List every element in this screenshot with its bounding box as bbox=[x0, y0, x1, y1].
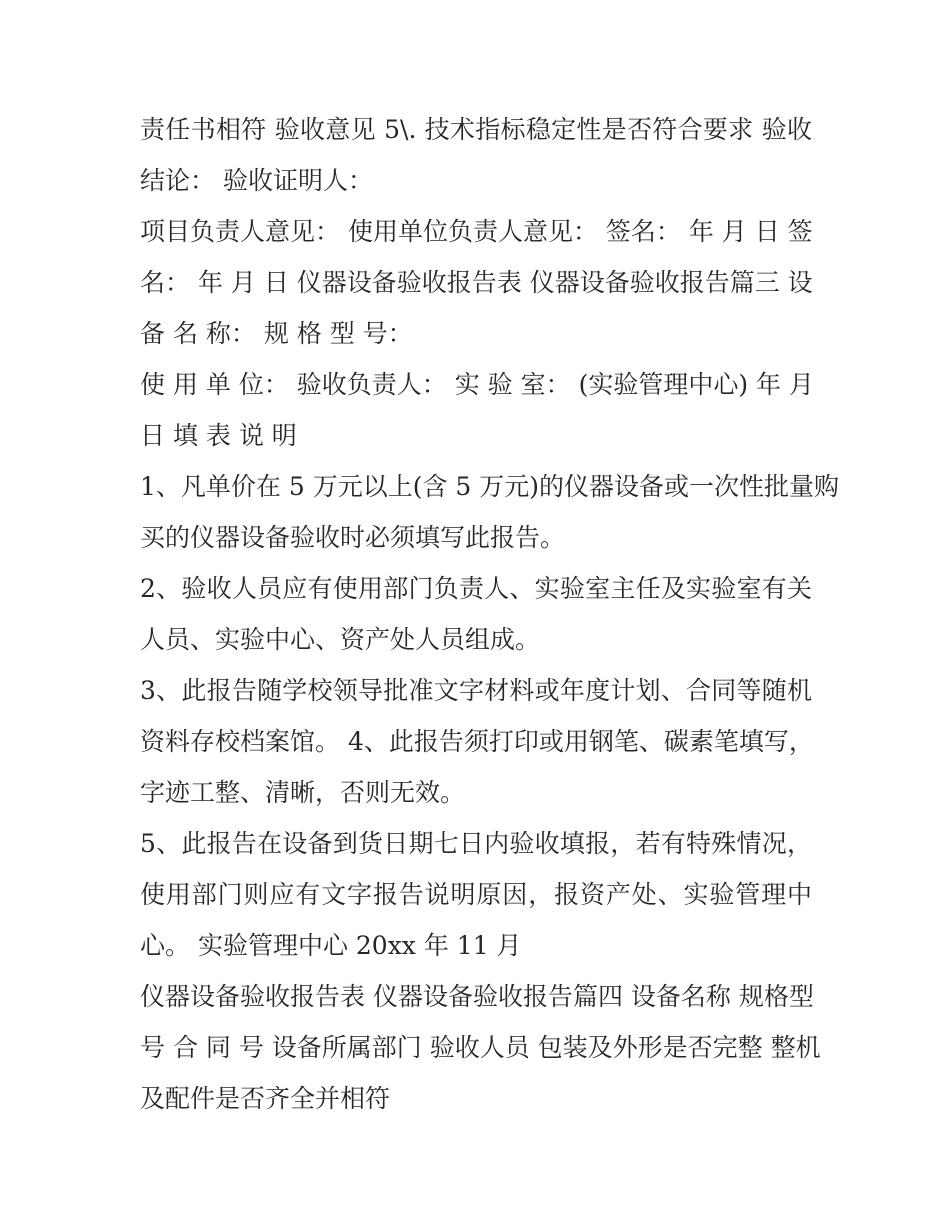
text-line: 日 填 表 说 明 bbox=[140, 421, 297, 450]
text-line: 项目负责人意见： 使用单位负责人意见： 签名： 年 月 日 签 bbox=[140, 217, 813, 246]
text-line: 仪器设备验收报告表 仪器设备验收报告篇四 设备名称 规格型 bbox=[140, 982, 814, 1011]
text-line: 及配件是否齐全并相符 bbox=[140, 1084, 391, 1113]
text-line: 3、此报告随学校领导批准文字材料或年度计划、合同等随机 bbox=[140, 676, 812, 705]
text-line: 使用部门则应有文字报告说明原因，报资产处、实验管理中 bbox=[140, 880, 812, 909]
text-line: 责任书相符 验收意见 5\. 技术指标稳定性是否符合要求 验收 bbox=[140, 115, 812, 144]
text-line: 名： 年 月 日 仪器设备验收报告表 仪器设备验收报告篇三 设 bbox=[140, 268, 813, 297]
text-line: 使 用 单 位： 验收负责人： 实 验 室： (实验管理中心) 年 月 bbox=[140, 370, 814, 399]
text-line: 资料存校档案馆。 4、此报告须打印或用钢笔、碳素笔填写， bbox=[140, 727, 814, 756]
text-line: 备 名 称： 规 格 型 号： bbox=[140, 319, 413, 348]
text-line: 号 合 同 号 设备所属部门 验收人员 包装及外形是否完整 整机 bbox=[140, 1033, 821, 1062]
text-line: 1、凡单价在 5 万元以上(含 5 万元)的仪器设备或一次性批量购 bbox=[140, 472, 840, 501]
text-line: 2、验收人员应有使用部门负责人、实验室主任及实验室有关 bbox=[140, 574, 812, 603]
text-line: 买的仪器设备验收时必须填写此报告。 bbox=[140, 523, 566, 552]
text-line: 结论： 验收证明人： bbox=[140, 166, 373, 195]
text-line: 心。 实验管理中心 20xx 年 11 月 bbox=[140, 931, 522, 960]
document-body bbox=[140, 104, 840, 1124]
text-line: 字迹工整、清晰，否则无效。 bbox=[140, 778, 466, 807]
text-line: 5、此报告在设备到货日期七日内验收填报，若有特殊情况， bbox=[140, 829, 812, 858]
text-line: 人员、实验中心、资产处人员组成。 bbox=[140, 625, 541, 654]
